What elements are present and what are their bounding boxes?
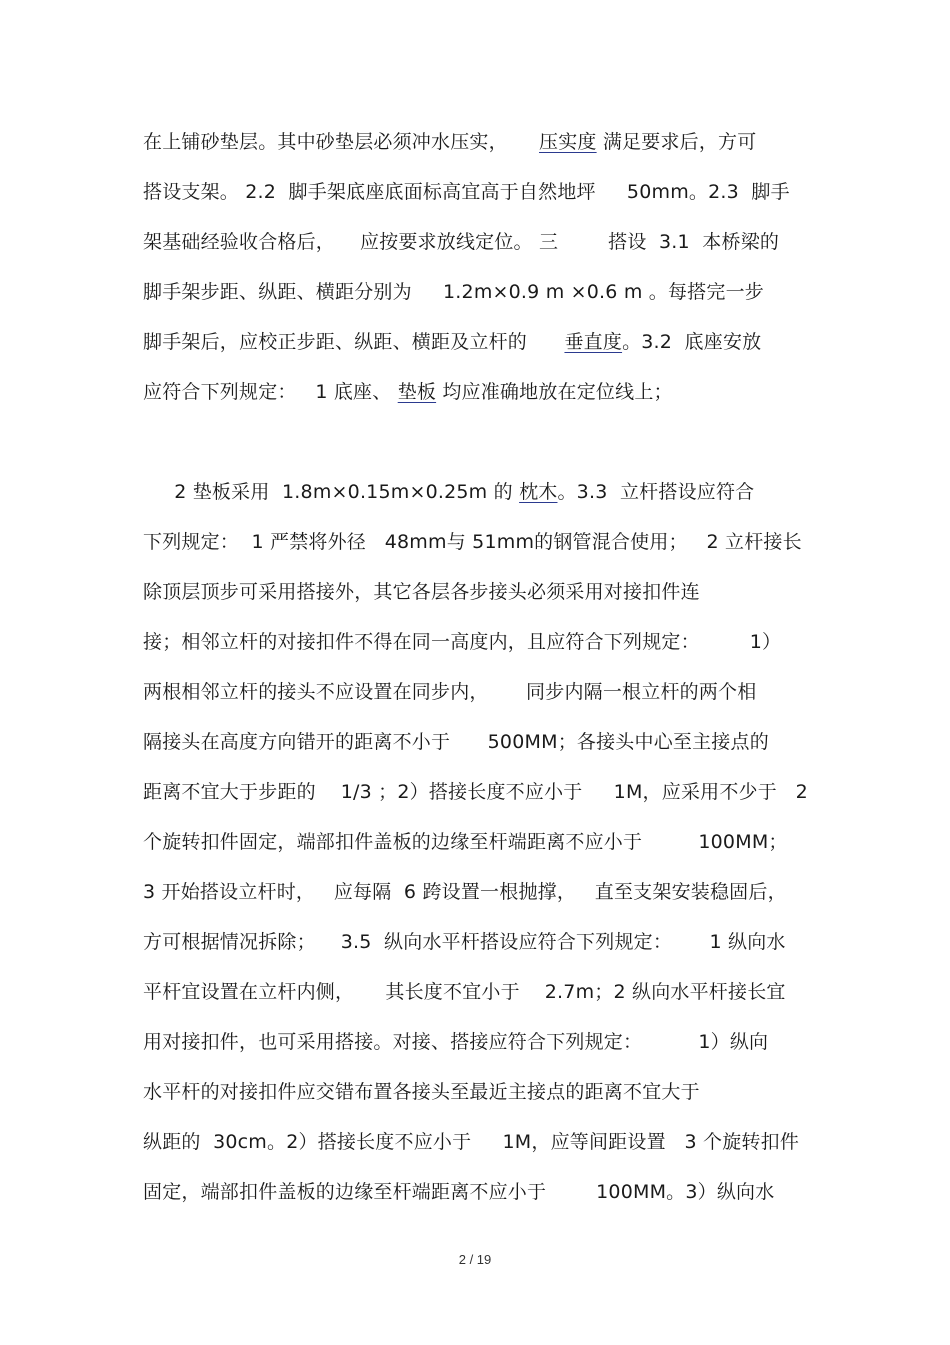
text-line [143, 580, 700, 604]
text-line [143, 730, 769, 754]
text-run: 水平杆的对接扣件应交错布置各接头至最近主接点的距离不宜大于 [143, 1081, 700, 1103]
text-line [143, 380, 673, 404]
text-run: 除顶层顶步可采用搭接外，其它各层各步接头必须采用对接扣件连 [143, 581, 700, 603]
text-line [143, 830, 788, 854]
text-run: 平杆宜设置在立杆内侧， 其长度不宜小于 2.7m；2 纵向水平杆接长宜 [143, 981, 786, 1003]
text-line [143, 880, 787, 904]
text-run: 个旋转扣件固定，端部扣件盖板的边缘至杆端距离不应小于 100MM； [143, 831, 788, 853]
text-run: 均应准确地放在定位线上； [436, 381, 673, 403]
underlined-term[interactable]: 压实度 [539, 131, 597, 153]
text-run: 脚手架步距、纵距、横距分别为 1.2m×0.9 m ×0.6 m 。每搭完一步 [143, 281, 764, 303]
text-line [143, 930, 786, 954]
text-run: 用对接扣件，也可采用搭接。对接、搭接应符合下列规定： 1）纵向 [143, 1031, 769, 1053]
text-line [143, 980, 786, 1004]
text-run: 3 开始搭设立杆时， 应每隔 6 跨设置一根抛撑， 直至支架安装稳固后， [143, 881, 787, 903]
underlined-term[interactable]: 垫板 [397, 381, 437, 403]
text-run: 应符合下列规定： 1 底座、 [143, 381, 398, 403]
text-run: 满足要求后，方可 [596, 131, 757, 153]
text-line [143, 1180, 774, 1204]
text-run: 脚手架后，应校正步距、纵距、横距及立杆的 [143, 331, 565, 353]
text-run: 在上铺砂垫层。其中砂垫层必须冲水压实， [143, 131, 539, 153]
text-line [143, 1130, 799, 1154]
text-line [143, 1030, 768, 1054]
text-run: 两根相邻立杆的接头不应设置在同步内， 同步内隔一根立杆的两个相 [143, 681, 757, 703]
text-line [143, 480, 754, 504]
text-run: 距离不宜大于步距的 1/3 ；2）搭接长度不应小于 1M，应采用不少于 2 [143, 781, 808, 803]
text-line [143, 280, 764, 304]
underlined-term[interactable]: 垂直度 [564, 331, 623, 353]
text-line [143, 130, 756, 154]
text-line [143, 180, 790, 204]
text-run: 下列规定： 1 严禁将外径 48mm与 51mm的钢管混合使用； 2 立杆接长 [143, 531, 802, 553]
text-line [143, 1080, 700, 1104]
text-run: 方可根据情况拆除； 3.5 纵向水平杆搭设应符合下列规定： 1 纵向水 [143, 931, 786, 953]
text-line [143, 780, 808, 804]
text-line [143, 230, 779, 254]
text-run: 纵距的 30cm。2）搭接长度不应小于 1M，应等间距设置 3 个旋转扣件 [143, 1131, 800, 1153]
text-run: 架基础经验收合格后， 应按要求放线定位。 三 搭设 3.1 本桥梁的 [143, 231, 780, 253]
text-line [143, 630, 781, 654]
text-run: 固定，端部扣件盖板的边缘至杆端距离不应小于 100MM。3）纵向水 [143, 1181, 775, 1203]
text-run: 接；相邻立杆的对接扣件不得在同一高度内，且应符合下列规定： 1） [143, 631, 782, 653]
text-run: 。3.2 底座安放 [622, 331, 762, 353]
text-line [143, 530, 802, 554]
text-line [143, 680, 756, 704]
page-number: 2 / 19 [458, 1252, 492, 1267]
text-run: 2 垫板采用 1.8m×0.15m×0.25m 的 [143, 481, 520, 503]
text-run: 。3.3 立杆搭设应符合 [557, 481, 755, 503]
underlined-term[interactable]: 枕木 [519, 481, 558, 503]
text-line [143, 330, 761, 354]
text-run: 隔接头在高度方向错开的距离不小于 500MM；各接头中心至主接点的 [143, 731, 769, 753]
text-run: 搭设支架。 2.2 脚手架底座底面标高宜高于自然地坪 50mm。2.3 脚手 [143, 181, 790, 203]
